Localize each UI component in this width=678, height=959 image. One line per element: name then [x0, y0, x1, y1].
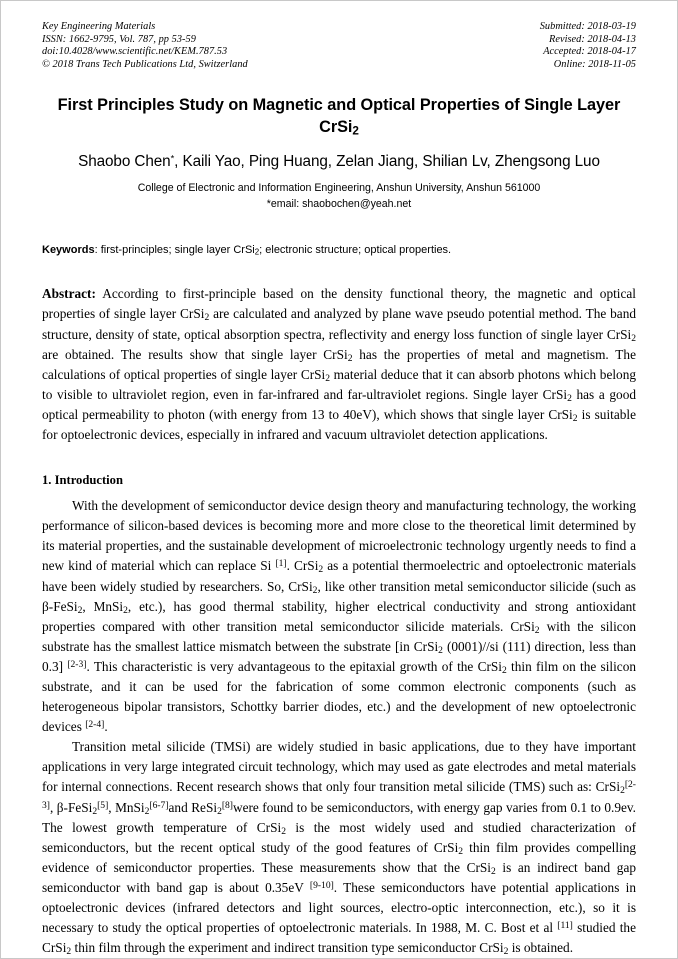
p2-ref-1: [2-3]: [42, 779, 636, 811]
p2-text-8: is an indirect band gap semiconductor with band gap is about 0.35eV: [42, 859, 636, 895]
page-content: [1, 1, 677, 958]
page-title: [42, 94, 636, 138]
p2-sub-6: 2: [458, 845, 464, 857]
p2-ref-2: [5]: [97, 799, 109, 811]
p1-ref-2: [2-3]: [67, 658, 87, 670]
p1-sub-2: 2: [312, 584, 318, 596]
p2-ref-6: [11]: [557, 920, 573, 932]
journal-name: Key Engineering Materials: [42, 21, 156, 32]
p1-ref-3: [2-4]: [85, 719, 105, 731]
abstract-sub-2: 2: [631, 332, 636, 344]
p1-text-10: thin film on the silicon substrate, and it can be used for the fabrication of some common electronic components (such as heterogeneous bipolar transistors, Schottky barrier diodes, etc.) and the development of new optoelectronic devices: [42, 658, 636, 735]
p1-sub-4: 2: [123, 604, 128, 616]
journal-copyright: © 2018 Trans Tech Publications Ltd, Switzerland: [42, 58, 248, 70]
corresponding-email: *email: shaobochen@yeah.net: [266, 197, 412, 210]
p1-sub-3: 2: [77, 604, 83, 616]
p1-text-3: as a potential thermoelectric and optoelectronic materials have been widely studied by researchers. So, CrSi: [42, 558, 636, 594]
p2-text-5: were found to be semiconductors, with energy gap varies from 0.1 to 0.9ev. The lowest growth temperature of CrSi: [42, 799, 636, 835]
p2-text-12: is obtained.: [508, 940, 574, 956]
p1-sub-7: 2: [501, 664, 507, 676]
p2-sub-5: 2: [281, 825, 286, 837]
corresponding-author-marker: *: [170, 153, 175, 165]
date-accepted: Accepted: 2018-04-17: [543, 46, 636, 58]
abstract-sub-4: 2: [325, 372, 330, 384]
abstract-paragraph: [42, 284, 636, 445]
p2-ref-5: [9-10]: [309, 879, 334, 891]
p2-text-6: is the most widely used and studied characterization of semiconductors, but the recent optical study of the good features of CrSi: [42, 819, 636, 855]
date-online: Online: 2018-11-05: [553, 58, 636, 70]
keywords-label: Keywords: [42, 244, 95, 257]
abstract-sub-3: 2: [347, 352, 353, 364]
keywords-text-b: ; electronic structure; optical properties.: [259, 244, 452, 257]
p2-sub-4: 2: [217, 805, 222, 817]
abstract-sub-6: 2: [572, 413, 578, 425]
p2-text-3: , MnSi: [108, 799, 145, 815]
abstract-label: Abstract:: [42, 286, 96, 302]
author-rest: , Kaili Yao, Ping Huang, Zelan Jiang, Shilian Lv, Zhengsong Luo: [174, 153, 600, 171]
author-affiliation: College of Electronic and Information Engineering, Anshun University, Anshun 561000: [137, 182, 541, 195]
p1-text-6: , etc.), has good thermal stability, higher electrical conductivity and strong antioxidant properties compared with other transition metal semiconductor silicide materials. CrSi: [42, 598, 636, 634]
p2-ref-3: [6-7]: [149, 799, 169, 811]
abstract-text-4: has the properties of metal and magnetism. The calculations of optical properties of single layer CrSi: [42, 346, 636, 382]
p2-sub-2: 2: [92, 805, 98, 817]
keywords-subscript: 2: [254, 248, 260, 258]
title-text: First Principles Study on Magnetic and Optical Properties of Single Layer CrSi: [57, 96, 621, 137]
p1-text-8: (0001)//si (111) direction, less than 0.3]: [42, 638, 636, 674]
p2-text-1: Transition metal silicide (TMSi) are widely studied in basic applications, due to they have important applications in very large integrated circuit technology, which may used as gate electrodes and metal materials for internal connections. Recent research shows that only four transition metal silicide (TMS) such as: CrSi: [42, 739, 636, 795]
title-subscript: 2: [352, 124, 359, 138]
p2-sub-3: 2: [144, 805, 150, 817]
p2-text-9: . These semiconductors have potential applications in optoelectronic devices (infrared detectors and light sources, electro-optic interconnection, etc.), so it is necessary to study the optical properties of optoelectronic materials. In 1988, M. C. Bost et al: [42, 879, 636, 936]
abstract-text-3: are obtained. The results show that single layer CrSi: [42, 346, 348, 362]
abstract-text-1: According to first-principle based on the density functional theory, the magnetic and optical properties of single layer CrSi: [42, 286, 636, 322]
p2-sub-1: 2: [620, 785, 625, 797]
journal-issn-volume: ISSN: 1662-9795, Vol. 787, pp 53-59: [42, 33, 196, 45]
p1-text-9: . This characteristic is very advantageous to the epitaxial growth of the CrSi: [86, 658, 502, 674]
p1-text-7: with the silicon substrate has the smallest lattice mismatch between the substrate [in CrSi: [42, 618, 636, 654]
p2-text-11: thin film through the experiment and indirect transition type semiconductor CrSi: [71, 940, 504, 956]
introduction-paragraph-1: [42, 496, 636, 737]
author-list: [42, 152, 636, 172]
date-revised: Revised: 2018-04-13: [548, 33, 636, 45]
keywords-text-a: : first-principles; single layer CrSi: [94, 244, 255, 257]
journal-running-header: [42, 21, 636, 71]
p2-sub-7: 2: [490, 865, 496, 877]
journal-identification-block: [42, 21, 248, 71]
author-first: Shaobo Chen: [78, 153, 171, 171]
p2-text-10: studied the CrSi: [42, 920, 636, 956]
p1-sub-1: 2: [318, 564, 324, 576]
abstract-text-6: has a good optical permeability to photon (with energy from 13 to 40eV), which shows that single layer CrSi: [42, 386, 636, 422]
p1-text-2: . CrSi: [286, 558, 319, 574]
p2-sub-9: 2: [503, 946, 509, 958]
abstract-sub-1: 2: [204, 312, 210, 324]
p1-ref-1: [1]: [275, 558, 287, 570]
p1-text-1: With the development of semiconductor device design theory and manufacturing technology, the working performance of silicon-based devices is becoming more and more close to the theoretical limit determined by its material properties, and the sustainable development of microelectronic technology urgently needs to find a new kind of material which can replace Si: [42, 498, 636, 574]
date-submitted: Submitted: 2018-03-19: [539, 21, 636, 32]
abstract-text-2: are calculated and analyzed by plane wave pseudo potential method. The band structure, density of state, optical absorption spectra, reflectivity and energy loss function of single layer CrSi: [42, 306, 636, 342]
p1-text-11: .: [104, 719, 108, 735]
p2-text-2: , β-FeSi: [49, 799, 93, 815]
p2-sub-8: 2: [66, 946, 72, 958]
section-heading-introduction: 1. Introduction: [42, 473, 123, 488]
publication-dates-block: [540, 21, 636, 71]
p2-ref-4: [8]: [221, 799, 233, 811]
p1-text-4: , like other transition metal semiconductor silicide (such as β-FeSi: [42, 578, 636, 614]
journal-doi: doi:10.4028/www.scientific.net/KEM.787.53: [42, 46, 228, 58]
keywords-line: [42, 243, 636, 258]
p1-sub-6: 2: [438, 644, 443, 656]
introduction-paragraph-2: [42, 737, 636, 958]
p1-text-5: , MnSi: [82, 598, 124, 614]
abstract-text-5: material deduce that it can absorb photons which belong to visible to ultraviolet region, even in far-infrared and far-ultraviolet regions. Single layer CrSi: [42, 366, 636, 402]
abstract-sub-5: 2: [567, 392, 572, 404]
p2-text-4: and ReSi: [168, 799, 218, 815]
abstract-text-7: is suitable for optoelectronic devices, especially in infrared and vacuum ultraviolet detection applications.: [42, 406, 636, 443]
p1-sub-5: 2: [534, 624, 540, 636]
p2-text-7: thin film provides compelling evidence of semiconductor properties. These measurements show that the CrSi: [42, 839, 637, 875]
